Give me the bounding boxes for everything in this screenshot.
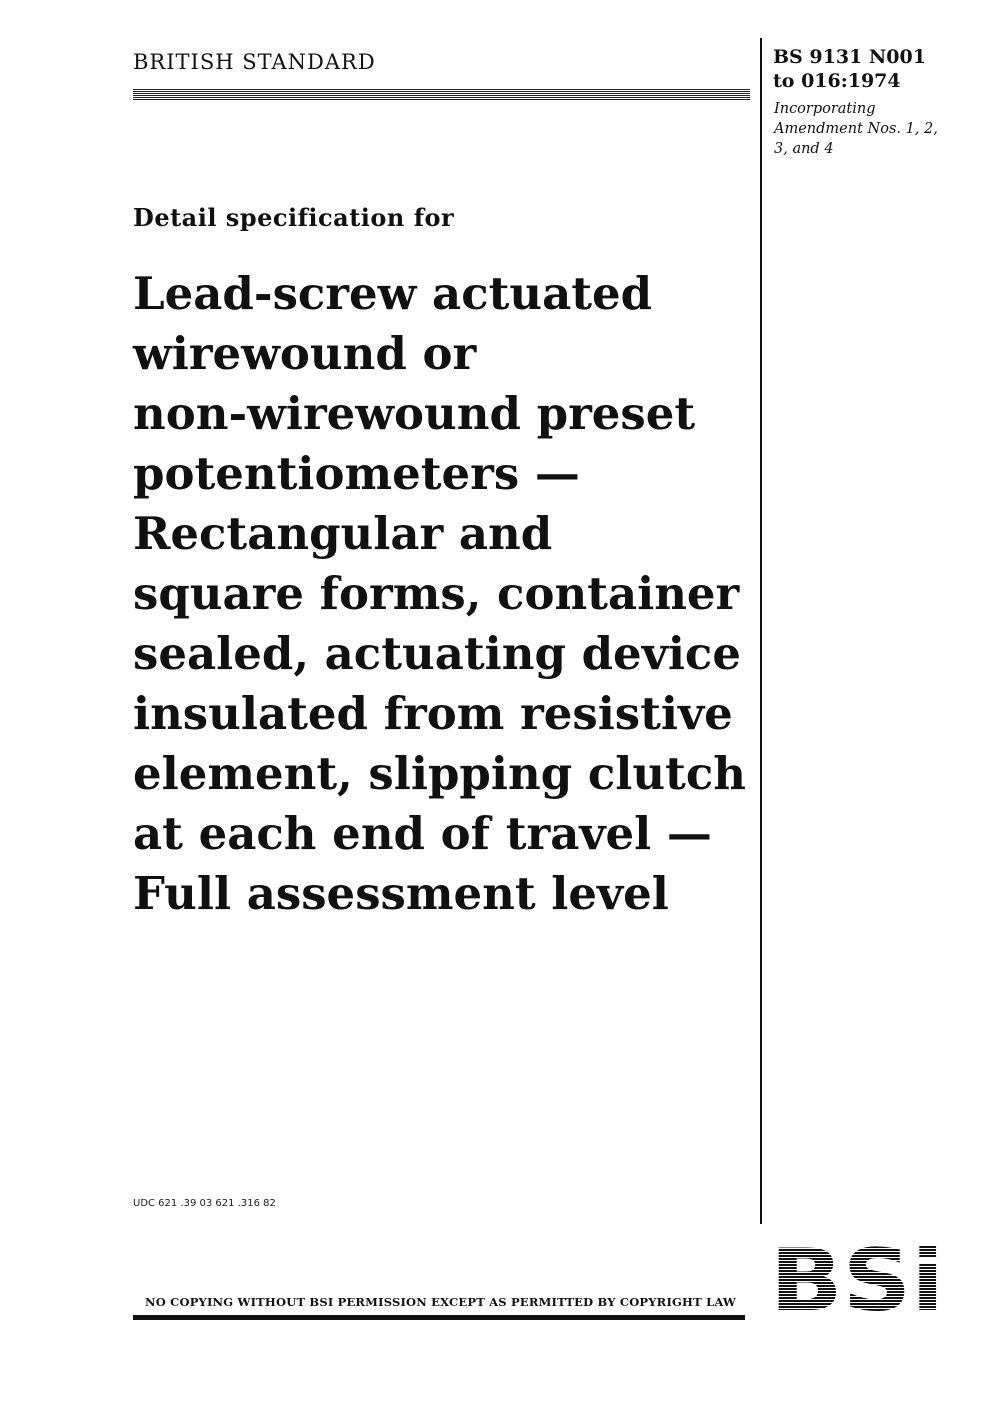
column-divider [760,38,762,1224]
standard-number [773,45,926,93]
title-line: Rectangular and [133,507,553,560]
title-line: potentiometers — [133,447,580,500]
title-line: insulated from resistive [133,687,733,740]
title-line: wirewound or [133,327,477,380]
title-line: sealed, actuating device [133,627,741,680]
title-line: square forms, container [133,567,740,620]
amendment-note [774,99,964,159]
footer-rule [133,1315,745,1320]
amendment-line-2: Amendment Nos. 1, 2, [774,121,938,137]
title-line: at each end of travel — [133,807,712,860]
title-line: non-wirewound preset [133,387,696,440]
udc-code: UDC 621 .39 03 621 .316 82 [133,1198,276,1209]
document-title [133,264,758,924]
publication-type-label: BRITISH STANDARD [133,50,376,74]
standard-number-line-1: BS 9131 N001 [773,46,926,68]
title-line: element, slipping clutch [133,747,746,800]
title-line: Full assessment level [133,867,669,920]
amendment-line-1: Incorporating [774,101,876,117]
amendment-line-3: 3, and 4 [774,141,834,157]
standard-number-line-2: to 016:1974 [773,70,901,92]
copyright-notice: NO COPYING WITHOUT BSI PERMISSION EXCEPT AS PERMITTED BY COPYRIGHT LAW [145,1295,737,1309]
header-rule [133,89,750,100]
title-line: Lead-screw actuated [133,267,653,320]
bsi-logo-icon [768,1240,946,1314]
document-type: Detail specification for [133,203,455,232]
